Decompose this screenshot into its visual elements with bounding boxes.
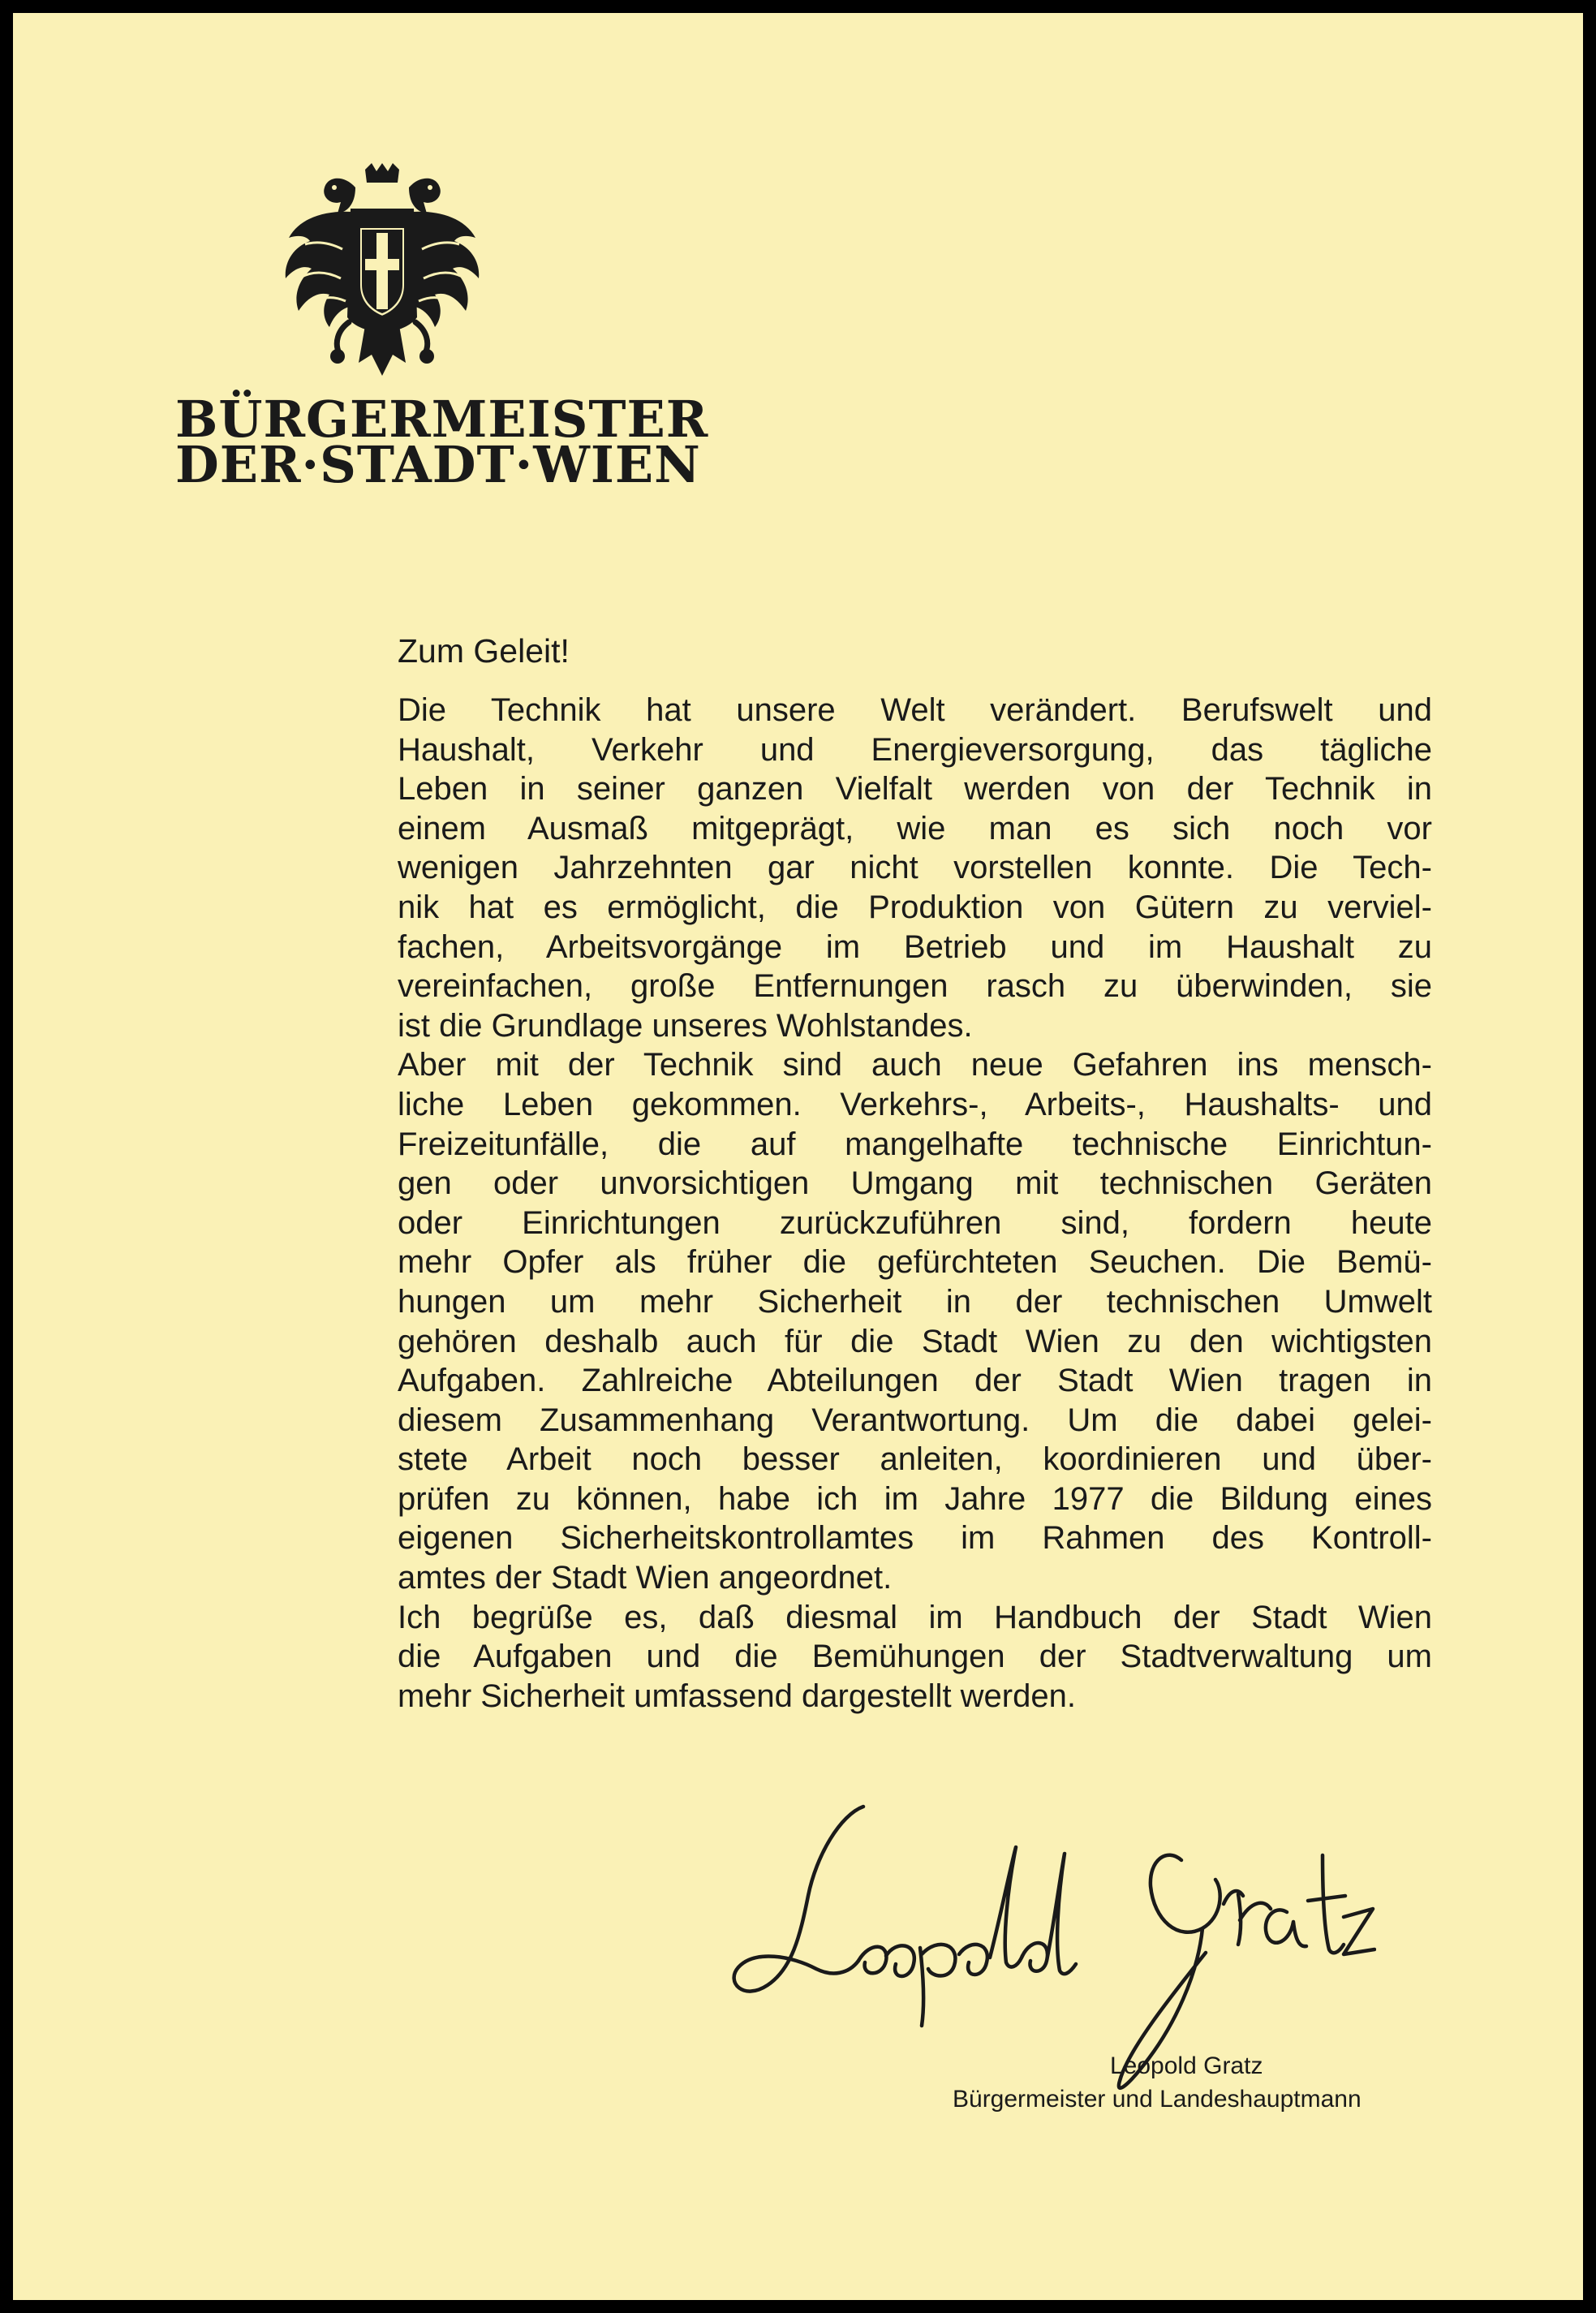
letter-line: Die Technik hat unsere Welt verändert. Berufswelt und xyxy=(398,692,1432,728)
letter-line: Aufgaben. Zahlreiche Abteilungen der Stadt Wien tragen in xyxy=(398,1363,1432,1399)
letter-line: vereinfachen, große Entfernungen rasch zu überwinden, sie xyxy=(398,968,1432,1005)
letter-line: Ich begrüße es, daß diesmal im Handbuch der Stadt Wien xyxy=(398,1599,1432,1635)
handwritten-signature xyxy=(719,1782,1376,2107)
letter-line: einem Ausmaß mitgeprägt, wie man es sich noch vor xyxy=(398,810,1432,846)
letter-line: ist die Grundlage unseres Wohlstandes. xyxy=(398,1007,973,1044)
letter-line: Aber mit der Technik sind auch neue Gefahren ins mensch- xyxy=(398,1047,1432,1083)
letter-greeting: Zum Geleit! xyxy=(398,632,570,670)
letter-line: amtes der Stadt Wien angeordnet. xyxy=(398,1560,893,1596)
letter-line: liche Leben gekommen. Verkehrs-, Arbeits-, Haushalts- und xyxy=(398,1086,1432,1122)
letter-line: Leben in seiner ganzen Vielfalt werden von der Technik in xyxy=(398,771,1432,808)
letter-line: hungen um mehr Sicherheit in der technischen Umwelt xyxy=(398,1283,1432,1320)
letterhead-title: BÜRGERMEISTER xyxy=(175,390,709,449)
letter-line: eigenen Sicherheitskontrollamtes im Rahmen des Kontroll- xyxy=(398,1520,1432,1557)
letter-line: Haushalt, Verkehr und Energieversorgung, das tägliche xyxy=(398,731,1432,768)
letter-line: prüfen zu können, habe ich im Jahre 1977 die Bildung eines xyxy=(398,1480,1432,1517)
letter-line: gehören deshalb auch für die Stadt Wien zu den wichtigsten xyxy=(398,1323,1432,1359)
signer-name: Leopold Gratz xyxy=(1110,2052,1263,2079)
letter-line: oder Einrichtungen zurückzuführen sind, fordern heute xyxy=(398,1204,1432,1241)
letter-line: Freizeitunfälle, die auf mangelhafte technische Einrichtun- xyxy=(398,1126,1432,1162)
letter-line: die Aufgaben und die Bemühungen der Stadtverwaltung um xyxy=(398,1639,1432,1675)
letter-line: gen oder unvorsichtigen Umgang mit technischen Geräten xyxy=(398,1165,1432,1202)
letter-line: mehr Opfer als früher die gefürchteten Seuchen. Die Bemü- xyxy=(398,1244,1432,1281)
letter-line: fachen, Arbeitsvorgänge im Betrieb und im Haushalt zu xyxy=(398,928,1432,965)
letter-page xyxy=(13,13,1583,2300)
letter-line: stete Arbeit noch besser anleiten, koordinieren und über- xyxy=(398,1441,1432,1478)
letter-line: mehr Sicherheit umfassend dargestellt werden. xyxy=(398,1678,1076,1714)
letter-body xyxy=(398,691,1432,1716)
signer-title: Bürgermeister und Landeshauptmann xyxy=(953,2086,1362,2113)
letter-line: diesem Zusammenhang Verantwortung. Um die dabei gelei- xyxy=(398,1402,1432,1438)
letterhead-subtitle: DER·STADT·WIEN xyxy=(175,435,701,494)
letter-line: wenigen Jahrzehnten gar nicht vorstellen konnte. Die Tech- xyxy=(398,850,1432,886)
vienna-eagle-crest-icon xyxy=(281,163,484,382)
letter-line: nik hat es ermöglicht, die Produktion von Gütern zu verviel- xyxy=(398,889,1432,925)
